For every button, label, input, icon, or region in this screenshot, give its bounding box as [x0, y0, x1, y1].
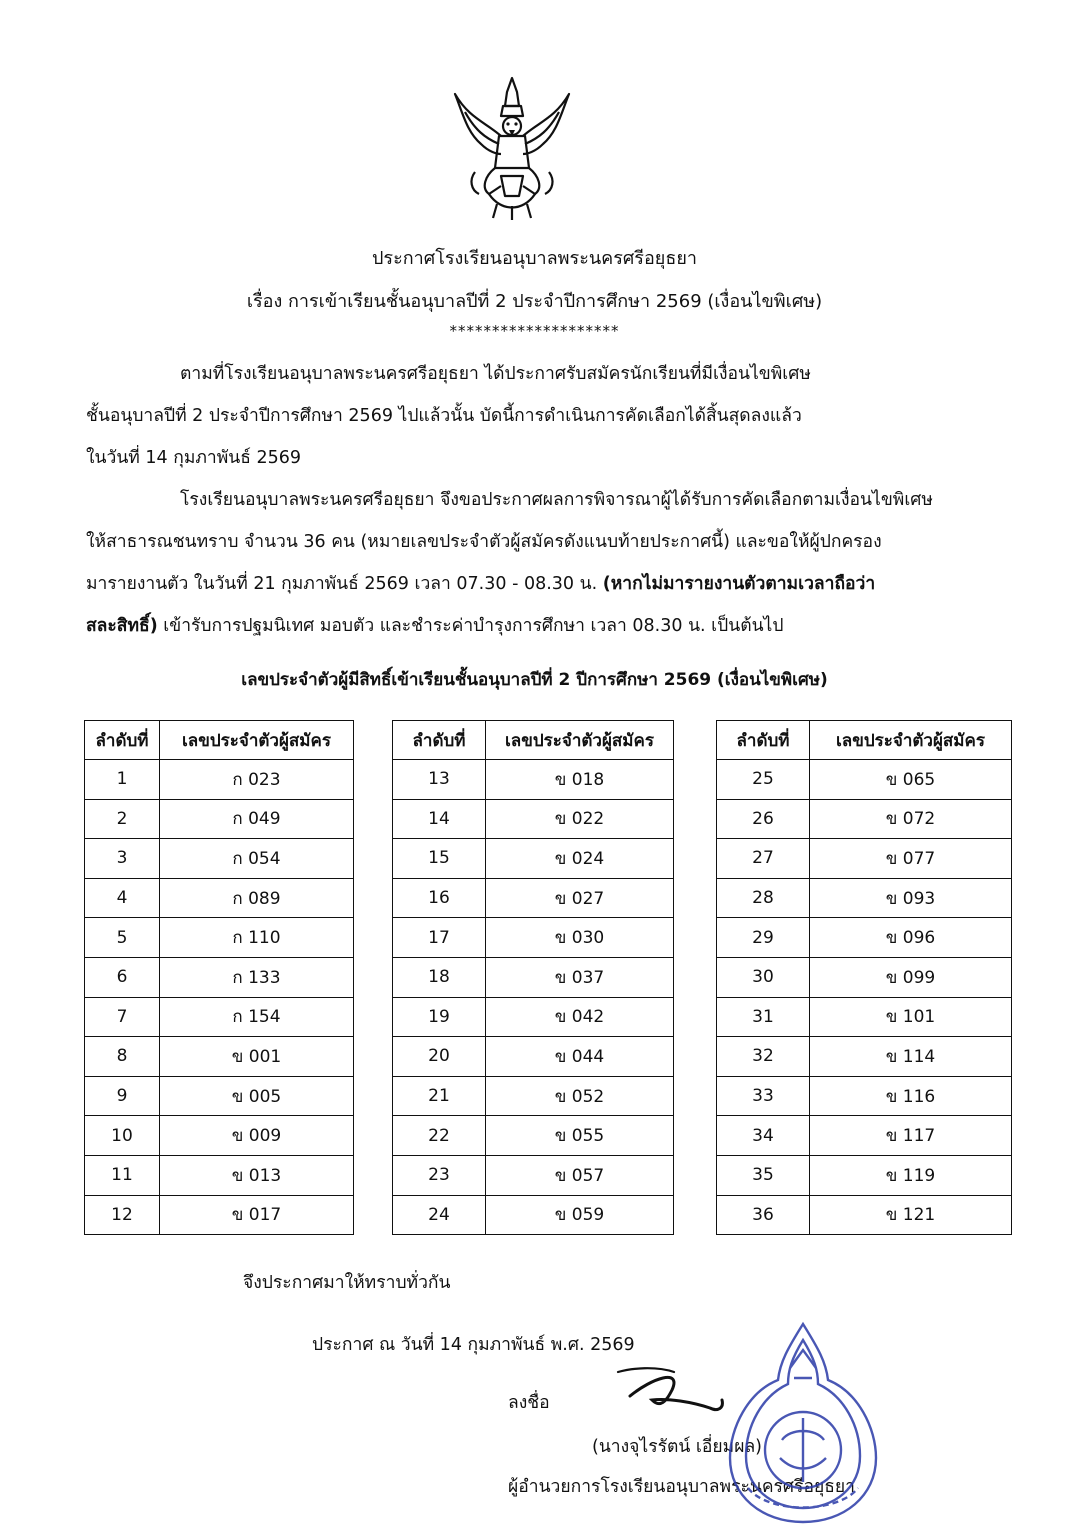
table-row [717, 839, 1012, 879]
announcement-body [86, 354, 986, 654]
order-number-cell: 9 [85, 1076, 160, 1116]
table-row [393, 799, 674, 839]
para2-line2: ให้สาธารณชนทราบ จำนวน 36 คน (หมายเลขประจำตัวผู้สมัครดังแนบท้ายประกาศนี้) และขอให้ผู้ปกครอง [86, 532, 882, 552]
table-row [717, 1195, 1012, 1235]
para2-line4 [86, 606, 783, 646]
order-number-cell: 19 [393, 997, 486, 1037]
applicant-id-cell: ข 065 [810, 760, 1012, 800]
applicant-id-cell: ข 055 [486, 1116, 674, 1156]
table-row [85, 1116, 354, 1156]
table-row [717, 997, 1012, 1037]
applicant-id-cell: ข 018 [486, 760, 674, 800]
table-row [393, 878, 674, 918]
signer-name: (นางจุไรรัตน์ เอี่ยมผล) [592, 1437, 762, 1457]
para2-line4-text: เข้ารับการปฐมนิเทศ มอบตัว และชำระค่าบำรุงการศึกษา เวลา 08.30 น. เป็นต้นไป [157, 616, 784, 636]
table-row [85, 957, 354, 997]
para2-line1: โรงเรียนอนุบาลพระนครศรีอยุธยา จึงขอประกาศผลการพิจารณาผู้ได้รับการคัดเลือกตามเงื่อนไขพิเศษ [180, 490, 933, 510]
table-row [85, 878, 354, 918]
order-number-cell: 1 [85, 760, 160, 800]
order-number-cell: 18 [393, 957, 486, 997]
order-number-cell: 13 [393, 760, 486, 800]
applicant-id-cell: ก 110 [160, 918, 354, 958]
order-number-cell: 30 [717, 957, 810, 997]
order-number-cell: 14 [393, 799, 486, 839]
header-order: ลำดับที่ [717, 721, 810, 760]
applicant-table-1 [84, 720, 354, 1235]
para2-line3 [86, 564, 875, 604]
table-row [393, 997, 674, 1037]
applicant-id-cell: ข 027 [486, 878, 674, 918]
order-number-cell: 35 [717, 1155, 810, 1195]
applicant-id-cell: ก 023 [160, 760, 354, 800]
table-row [85, 1155, 354, 1195]
table-row [717, 799, 1012, 839]
applicant-id-cell: ก 154 [160, 997, 354, 1037]
forfeit-warning-end: สละสิทธิ์) [86, 616, 158, 636]
order-number-cell: 21 [393, 1076, 486, 1116]
applicant-id-cell: ข 093 [810, 878, 1012, 918]
order-number-cell: 20 [393, 1037, 486, 1077]
applicant-id-cell: ข 024 [486, 839, 674, 879]
order-number-cell: 2 [85, 799, 160, 839]
applicant-id-cell: ข 121 [810, 1195, 1012, 1235]
table-row [717, 1116, 1012, 1156]
table-row [85, 760, 354, 800]
order-number-cell: 32 [717, 1037, 810, 1077]
applicant-id-cell: ข 030 [486, 918, 674, 958]
applicant-id-cell: ก 049 [160, 799, 354, 839]
applicant-id-cell: ข 057 [486, 1155, 674, 1195]
table-row [393, 1037, 674, 1077]
table-row [717, 957, 1012, 997]
table-row [393, 957, 674, 997]
order-number-cell: 5 [85, 918, 160, 958]
applicant-id-cell: ก 133 [160, 957, 354, 997]
applicant-id-cell: ข 005 [160, 1076, 354, 1116]
table-row [393, 839, 674, 879]
applicant-id-cell: ข 044 [486, 1037, 674, 1077]
applicant-id-cell: ข 013 [160, 1155, 354, 1195]
order-number-cell: 29 [717, 918, 810, 958]
table-row [393, 760, 674, 800]
applicant-id-cell: ข 101 [810, 997, 1012, 1037]
order-number-cell: 7 [85, 997, 160, 1037]
applicant-table-2 [392, 720, 674, 1235]
announcement-title: ประกาศโรงเรียนอนุบาลพระนครศรีอยุธยา [372, 248, 697, 269]
order-number-cell: 6 [85, 957, 160, 997]
applicant-id-cell: ข 001 [160, 1037, 354, 1077]
header-applicant-id: เลขประจำตัวผู้สมัคร [810, 721, 1012, 760]
header-order: ลำดับที่ [393, 721, 486, 760]
table-row [717, 760, 1012, 800]
table-row [393, 1076, 674, 1116]
table-row [393, 1155, 674, 1195]
order-number-cell: 16 [393, 878, 486, 918]
order-number-cell: 17 [393, 918, 486, 958]
forfeit-warning-start: (หากไม่มารายงานตัวตามเวลาถือว่า [602, 574, 876, 594]
sign-label: ลงชื่อ [508, 1393, 550, 1413]
separator-stars: ******************** [449, 322, 620, 340]
order-number-cell: 12 [85, 1195, 160, 1235]
applicant-id-cell: ข 117 [810, 1116, 1012, 1156]
order-number-cell: 8 [85, 1037, 160, 1077]
order-number-cell: 23 [393, 1155, 486, 1195]
header-applicant-id: เลขประจำตัวผู้สมัคร [486, 721, 674, 760]
applicant-id-cell: ข 009 [160, 1116, 354, 1156]
garuda-emblem [445, 72, 579, 222]
table-row [717, 878, 1012, 918]
para2-line3-text: มารายงานตัว ในวันที่ 21 กุมภาพันธ์ 2569 เวลา 07.30 - 08.30 น. [86, 574, 603, 594]
table-row [717, 1155, 1012, 1195]
para1-line3: ในวันที่ 14 กุมภาพันธ์ 2569 [86, 448, 301, 468]
header-applicant-id: เลขประจำตัวผู้สมัคร [160, 721, 354, 760]
table-row [717, 918, 1012, 958]
applicant-id-cell: ข 022 [486, 799, 674, 839]
header-order: ลำดับที่ [85, 721, 160, 760]
order-number-cell: 3 [85, 839, 160, 879]
applicant-id-cell: ข 099 [810, 957, 1012, 997]
table-row [393, 918, 674, 958]
order-number-cell: 25 [717, 760, 810, 800]
applicant-table-3 [716, 720, 1012, 1235]
applicant-id-cell: ข 096 [810, 918, 1012, 958]
applicant-id-cell: ข 037 [486, 957, 674, 997]
applicant-id-cell: ก 054 [160, 839, 354, 879]
announcement-subject: เรื่อง การเข้าเรียนชั้นอนุบาลปีที่ 2 ประจำปีการศึกษา 2569 (เงื่อนไขพิเศษ) [246, 291, 823, 312]
table-row [717, 1037, 1012, 1077]
order-number-cell: 33 [717, 1076, 810, 1116]
applicant-id-cell: ข 114 [810, 1037, 1012, 1077]
applicant-id-cell: ข 052 [486, 1076, 674, 1116]
applicant-id-cell: ข 059 [486, 1195, 674, 1235]
table-row [85, 799, 354, 839]
order-number-cell: 31 [717, 997, 810, 1037]
table-row [85, 918, 354, 958]
table-row [85, 839, 354, 879]
applicant-id-cell: ก 089 [160, 878, 354, 918]
table-row [393, 1116, 674, 1156]
signer-position: ผู้อำนวยการโรงเรียนอนุบาลพระนครศรีอยุธยา [508, 1477, 855, 1497]
applicant-id-cell: ข 042 [486, 997, 674, 1037]
table-row [85, 1195, 354, 1235]
order-number-cell: 11 [85, 1155, 160, 1195]
applicant-id-cell: ข 077 [810, 839, 1012, 879]
applicant-id-cell: ข 119 [810, 1155, 1012, 1195]
applicant-id-cell: ข 072 [810, 799, 1012, 839]
order-number-cell: 34 [717, 1116, 810, 1156]
applicant-id-cell: ข 017 [160, 1195, 354, 1235]
table-row [85, 1076, 354, 1116]
school-seal-stamp [718, 1318, 888, 1528]
announcement-date: ประกาศ ณ วันที่ 14 กุมภาพันธ์ พ.ศ. 2569 [312, 1335, 635, 1355]
order-number-cell: 27 [717, 839, 810, 879]
applicant-id-cell: ข 116 [810, 1076, 1012, 1116]
order-number-cell: 10 [85, 1116, 160, 1156]
table-row [393, 1195, 674, 1235]
order-number-cell: 24 [393, 1195, 486, 1235]
order-number-cell: 4 [85, 878, 160, 918]
table-row [85, 1037, 354, 1077]
order-number-cell: 28 [717, 878, 810, 918]
order-number-cell: 22 [393, 1116, 486, 1156]
table-row [717, 1076, 1012, 1116]
para1-line1: ตามที่โรงเรียนอนุบาลพระนครศรีอยุธยา ได้ประกาศรับสมัครนักเรียนที่มีเงื่อนไขพิเศษ [180, 364, 811, 384]
order-number-cell: 26 [717, 799, 810, 839]
order-number-cell: 15 [393, 839, 486, 879]
table-row [85, 997, 354, 1037]
order-number-cell: 36 [717, 1195, 810, 1235]
para1-line2: ชั้นอนุบาลปีที่ 2 ประจำปีการศึกษา 2569 ไปแล้วนั้น บัดนี้การดำเนินการคัดเลือกได้สิ้นสุดลงแล้ว [86, 406, 802, 426]
closing-notice: จึงประกาศมาให้ทราบทั่วกัน [243, 1273, 451, 1293]
table-title: เลขประจำตัวผู้มีสิทธิ์เข้าเรียนชั้นอนุบาลปีที่ 2 ปีการศึกษา 2569 (เงื่อนไขพิเศษ) [241, 670, 828, 690]
